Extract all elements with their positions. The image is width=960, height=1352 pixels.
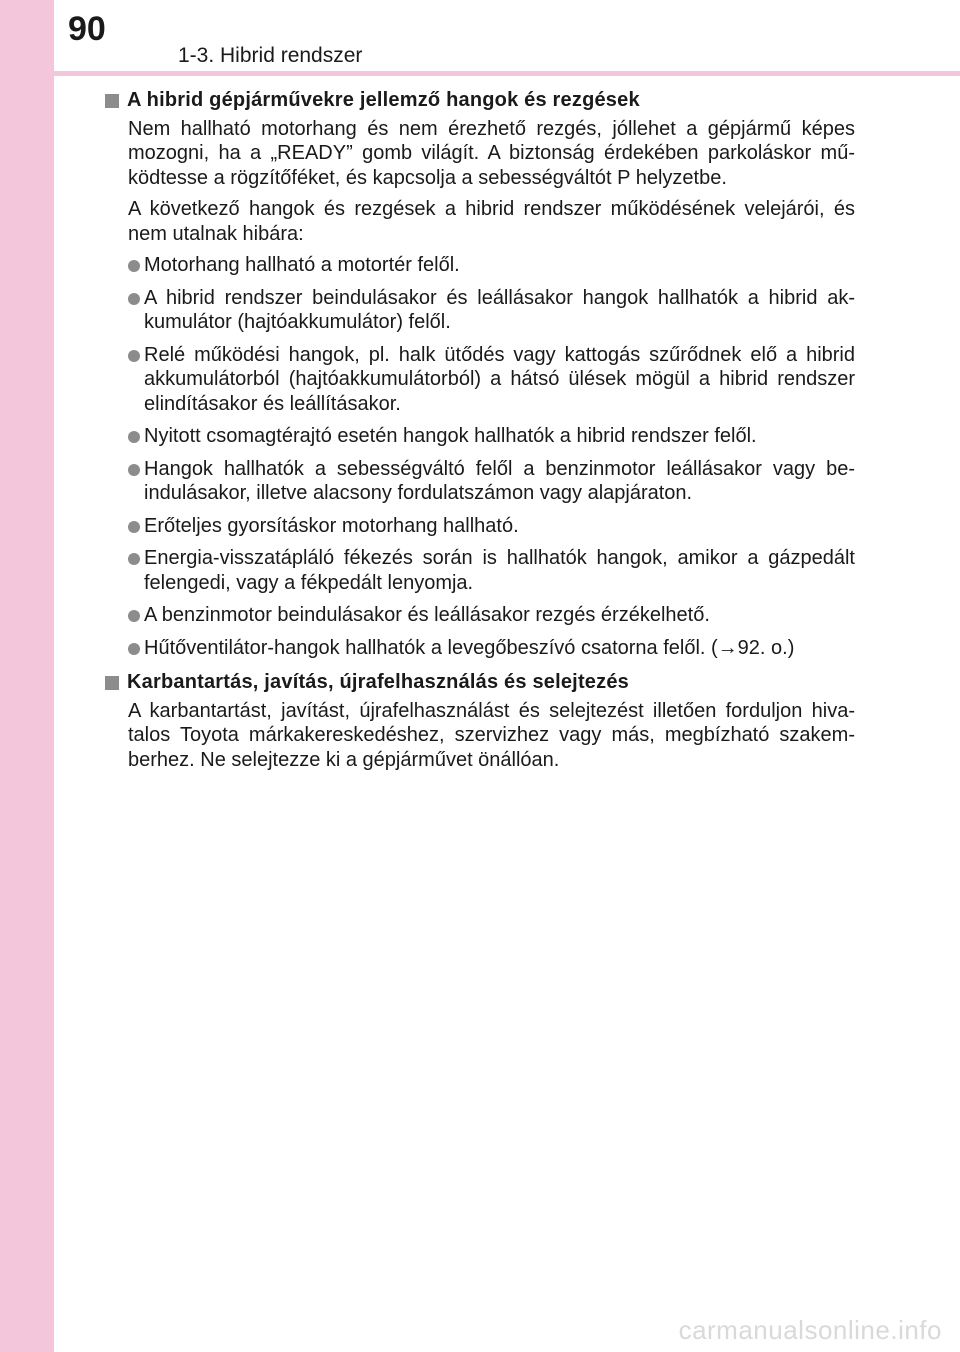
list-item: Hangok hallhatók a sebességváltó felől a benzinmotor leállásakor vagy beindulásakor, illetve alacsony fordulatszámon vagy alapjáraton. xyxy=(105,457,855,506)
bullet-dot-icon xyxy=(128,431,140,443)
section-heading-sounds: A hibrid gépjárművekre jellemző hangok és rezgések xyxy=(105,88,855,113)
bullet-dot-icon xyxy=(128,260,140,272)
chapter-title: 1-3. Hibrid rendszer xyxy=(178,44,363,67)
list-item: Erőteljes gyorsításkor motorhang hallható. xyxy=(105,514,855,539)
bullet-dot-icon xyxy=(128,350,140,362)
header-rule xyxy=(54,71,960,76)
bullet-dot-icon xyxy=(128,553,140,565)
page-content xyxy=(105,88,855,779)
list-item: Nyitott csomagtérajtó esetén hangok hallhatók a hibrid rendszer felől. xyxy=(105,424,855,449)
paragraph: A karbantartást, javítást, újrafelhasználást és selejtezést illetően forduljon hivatalos Toyota márkakereskedéshez, szervizhez vagy más, megbízható szakemberhez. Ne selejtezze ki a gépjárművet önállóan. xyxy=(128,699,855,771)
bullet-dot-icon xyxy=(128,610,140,622)
section-square-icon xyxy=(105,94,119,108)
page-margin-strip xyxy=(0,0,54,1352)
page-number: 90 xyxy=(68,10,106,48)
paragraph: Nem hallható motorhang és nem érezhető rezgés, jóllehet a gépjármű képes mozogni, ha a „READY” gomb világít. A biztonság érdekében parkoláskor működtesse a rögzítőféket, és kapcsolja a sebességváltót P helyzetbe. xyxy=(128,117,855,189)
bullet-dot-icon xyxy=(128,293,140,305)
section-heading-maintenance: Karbantartás, javítás, újrafelhasználás és selejtezés xyxy=(105,670,855,695)
list-item: Hűtőventilátor-hangok hallhatók a levegőbeszívó csatorna felől. (→92. o.) xyxy=(105,636,855,661)
list-item: Relé működési hangok, pl. halk ütődés vagy kattogás szűrődnek elő a hibrid akkumulátorból (hajtóakkumulátorból) a hátsó ülések mögül a hibrid rendszer elindításakor és leállításakor. xyxy=(105,343,855,417)
bullet-dot-icon xyxy=(128,521,140,533)
section-square-icon xyxy=(105,676,119,690)
watermark: carmanualsonline.info xyxy=(678,1315,942,1345)
bullet-dot-icon xyxy=(128,464,140,476)
list-item: A hibrid rendszer beindulásakor és leállásakor hangok hallhatók a hibrid akkumulátor (hajtóakkumulátor) felől. xyxy=(105,286,855,335)
bullet-dot-icon xyxy=(128,643,140,655)
list-item: A benzinmotor beindulásakor és leállásakor rezgés érzékelhető. xyxy=(105,603,855,628)
paragraph: A következő hangok és rezgések a hibrid rendszer működésének velejárói, és nem utalnak hibára: xyxy=(128,198,855,245)
list-item: Motorhang hallható a motortér felől. xyxy=(105,253,855,278)
list-item: Energia-visszatápláló fékezés során is hallhatók hangok, amikor a gázpedált felengedi, vagy a fékpedált lenyomja. xyxy=(105,546,855,595)
